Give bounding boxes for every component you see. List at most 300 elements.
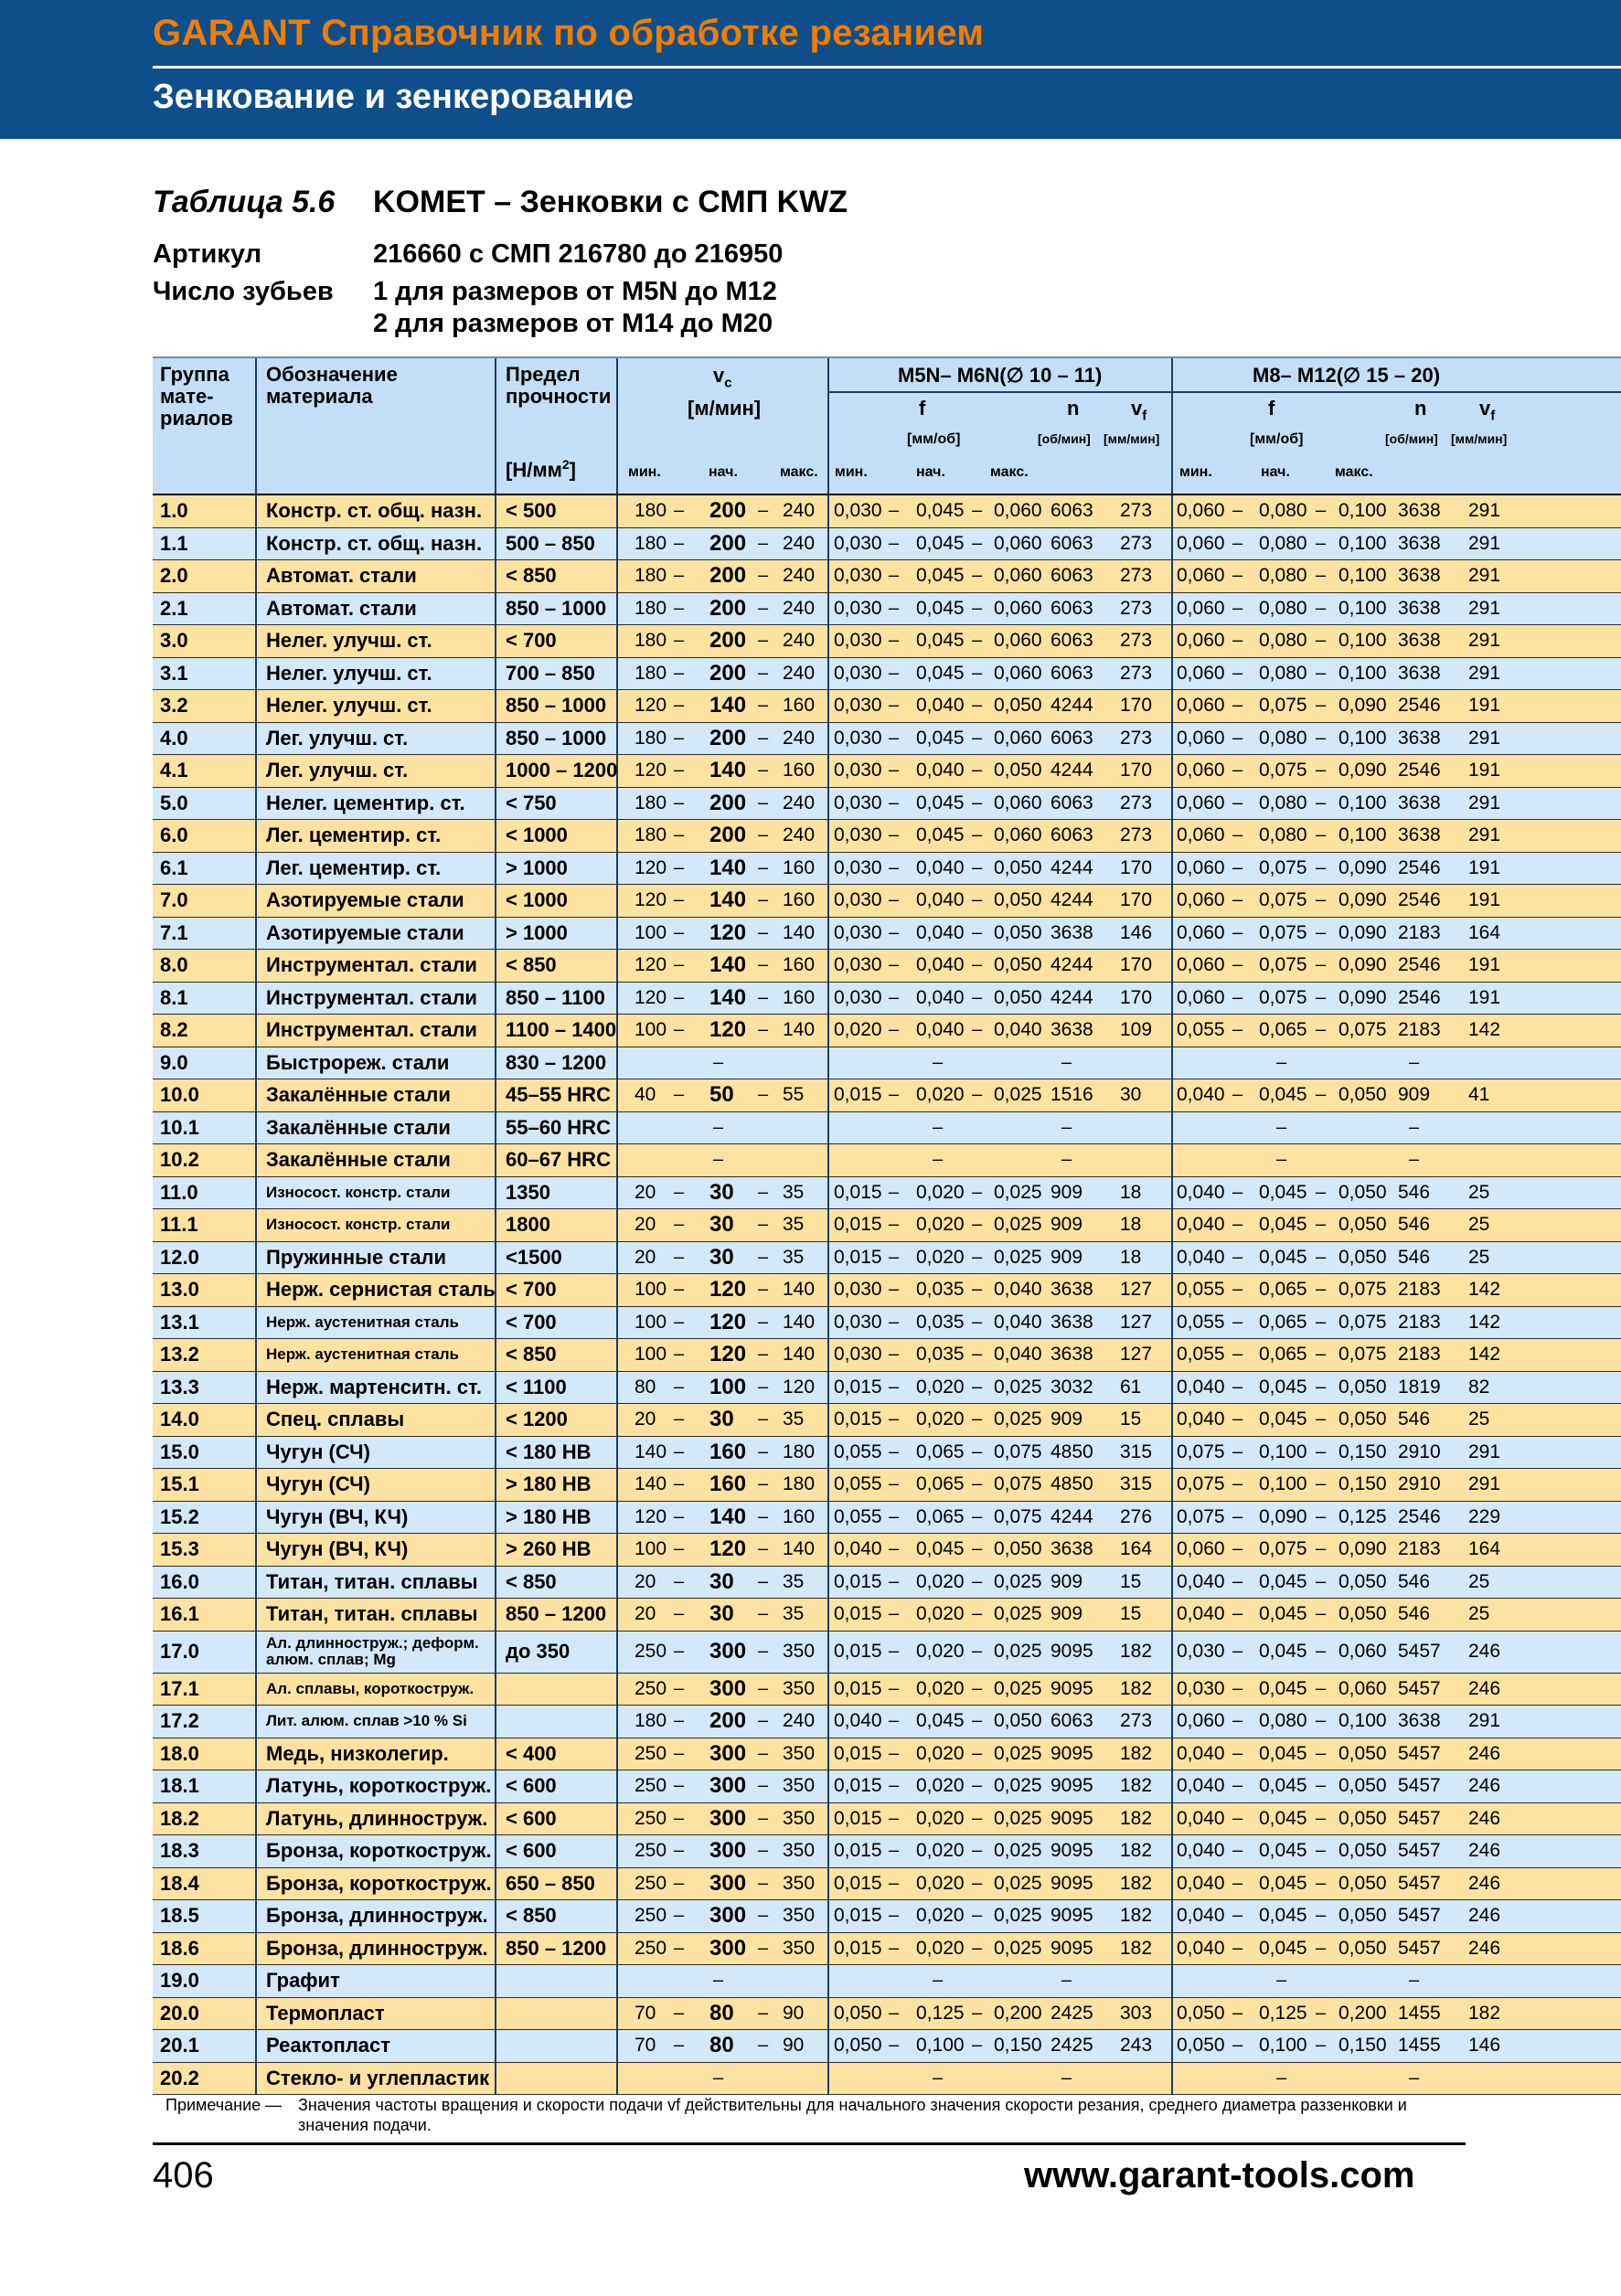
group-cell: 2.1 [160, 596, 188, 620]
f1-nom-cell: 0,040 [916, 986, 965, 1008]
f1-nom-cell: 0,035 [916, 1311, 965, 1333]
material-cell: Закалённые стали [266, 1148, 451, 1172]
vf2-cell: 164 [1468, 921, 1501, 943]
col-size1: M5N– M6N(∅ 10 – 11) [898, 364, 1103, 387]
f1-min-cell: 0,030 [834, 1311, 882, 1333]
f2-dash: – [1232, 1214, 1243, 1235]
vc-max-cell: 160 [783, 1505, 816, 1527]
vc-empty-dash: – [713, 1117, 724, 1138]
vc-dash: – [758, 1247, 769, 1268]
f1-dash: – [889, 598, 900, 619]
f2-empty-dash: – [1276, 1117, 1287, 1138]
f2-min-cell: 0,060 [1177, 954, 1225, 976]
f1-min-cell: 0,015 [834, 1570, 882, 1592]
f1-dash: – [972, 1743, 983, 1764]
f2-dash: – [1316, 533, 1327, 554]
table-row [153, 1144, 1621, 1177]
vc-dash: – [758, 500, 769, 521]
material-cell: Азотируемые стали [266, 920, 464, 944]
f1-max-cell: 0,075 [994, 1505, 1042, 1527]
material-cell: Бронза, длинноструж. [266, 1936, 488, 1960]
table-row [153, 983, 1621, 1015]
f2-dash: – [1232, 792, 1243, 813]
col-vc-nom: нач. [709, 464, 738, 480]
vc-dash: – [674, 1775, 685, 1796]
f2-min-cell: 0,040 [1177, 1570, 1225, 1592]
vf2-cell: 142 [1468, 1344, 1501, 1366]
f2-max-cell: 0,100 [1338, 1710, 1387, 1732]
n2-cell: 2910 [1398, 1440, 1441, 1462]
f1-nom-cell: 0,065 [916, 1440, 965, 1462]
f1-nom-cell: 0,020 [916, 1937, 965, 1959]
n2-cell: 3638 [1398, 532, 1441, 554]
vc-nom-cell: 160 [709, 1439, 747, 1464]
vc-nom-cell: 80 [709, 2000, 734, 2025]
strength-cell: до 350 [506, 1640, 571, 1663]
vc-max-cell: 35 [783, 1408, 805, 1430]
strength-cell: 850 – 1000 [506, 694, 607, 718]
f1-max-cell: 0,025 [994, 1408, 1042, 1430]
n1-cell: 4244 [1050, 695, 1093, 717]
f2-nom-cell: 0,045 [1259, 1742, 1307, 1764]
n2-cell: 3638 [1398, 824, 1441, 846]
vf1-cell: 170 [1120, 760, 1153, 781]
material-cell: Быстрореж. стали [266, 1050, 450, 1074]
f1-dash: – [972, 1641, 983, 1662]
material-cell: Нерж. сернистая сталь [266, 1278, 496, 1302]
strength-cell: < 600 [506, 1774, 557, 1798]
table-row [153, 820, 1621, 853]
vf1-cell: 170 [1120, 986, 1153, 1008]
f1-nom-cell: 0,045 [916, 662, 965, 684]
f2-min-cell: 0,050 [1177, 2035, 1225, 2057]
vc-dash: – [758, 1538, 769, 1559]
f2-nom-cell: 0,080 [1259, 565, 1307, 587]
table-row [153, 1567, 1621, 1600]
f1-nom-cell: 0,020 [916, 1214, 965, 1236]
vc-empty-dash: – [713, 2067, 724, 2089]
vc-min-cell: 250 [635, 1807, 667, 1829]
n1-cell: 3638 [1050, 921, 1093, 943]
f1-max-cell: 0,050 [994, 1538, 1042, 1560]
f1-nom-cell: 0,020 [916, 1872, 965, 1894]
f2-max-cell: 0,050 [1338, 1807, 1387, 1829]
vc-max-cell: 240 [783, 597, 816, 619]
f2-min-cell: 0,040 [1177, 1775, 1225, 1797]
f1-dash: – [972, 728, 983, 749]
n1-cell: 9095 [1050, 1742, 1093, 1764]
group-cell: 5.0 [160, 791, 188, 814]
vf2-cell: 291 [1468, 1440, 1501, 1462]
table-row [153, 1307, 1621, 1340]
f1-min-cell: 0,030 [834, 500, 882, 522]
n2-cell: 546 [1398, 1181, 1431, 1203]
material-cell: Титан, титан. сплавы [266, 1569, 478, 1593]
vc-dash: – [758, 1938, 769, 1959]
f1-dash: – [889, 630, 900, 651]
f2-nom-cell: 0,065 [1259, 1344, 1307, 1366]
f2-dash: – [1316, 857, 1327, 878]
f2-nom-cell: 0,080 [1259, 532, 1307, 554]
f2-nom-cell: 0,045 [1259, 1246, 1307, 1268]
col-n-1: n [1067, 397, 1080, 420]
f2-min-cell: 0,040 [1177, 1840, 1225, 1862]
vc-dash: – [674, 2003, 685, 2024]
n1-empty-dash: – [1061, 2067, 1072, 2089]
f2-dash: – [1316, 1408, 1327, 1430]
f2-nom-cell: 0,100 [1259, 2035, 1307, 2057]
f1-min-cell: 0,015 [834, 1677, 882, 1699]
vc-min-cell: 100 [635, 1538, 667, 1560]
f2-max-cell: 0,125 [1338, 1505, 1387, 1527]
f1-dash: – [889, 1312, 900, 1333]
vf2-cell: 229 [1468, 1505, 1501, 1527]
f1-dash: – [972, 1905, 983, 1926]
vc-min-cell: 20 [635, 1570, 656, 1592]
vc-dash: – [758, 1312, 769, 1333]
f1-empty-dash: – [933, 1052, 944, 1073]
n2-empty-dash: – [1409, 2067, 1420, 2089]
table-row [153, 1242, 1621, 1275]
strength-cell: 850 – 1200 [506, 1602, 607, 1626]
table-row [153, 1803, 1621, 1836]
f1-dash: – [889, 1473, 900, 1494]
f2-max-cell: 0,060 [1338, 1641, 1387, 1662]
vc-min-cell: 140 [635, 1473, 667, 1495]
f1-dash: – [889, 663, 900, 684]
f2-max-cell: 0,100 [1338, 597, 1387, 619]
f1-dash: – [889, 1441, 900, 1462]
vc-dash: – [758, 1571, 769, 1592]
vf1-cell: 18 [1120, 1214, 1142, 1236]
vc-dash: – [758, 1775, 769, 1796]
material-cell: Чугун (ВЧ, КЧ) [266, 1537, 409, 1561]
f2-dash: – [1232, 1408, 1243, 1430]
f2-dash: – [1232, 1019, 1243, 1040]
f2-min-cell: 0,060 [1177, 1538, 1225, 1560]
vc-min-cell: 120 [635, 760, 667, 781]
f1-dash: – [889, 1678, 900, 1699]
n2-cell: 5457 [1398, 1807, 1441, 1829]
f1-dash: – [889, 1182, 900, 1203]
n1-cell: 9095 [1050, 1872, 1093, 1894]
table-row [153, 1706, 1621, 1738]
n1-cell: 4850 [1050, 1440, 1093, 1462]
vc-min-cell: 20 [635, 1408, 656, 1430]
vc-max-cell: 240 [783, 792, 816, 813]
f2-dash: – [1316, 792, 1327, 813]
f1-dash: – [972, 922, 983, 943]
f2-dash: – [1316, 1775, 1327, 1796]
vc-dash: – [674, 630, 685, 651]
f1-dash: – [889, 1408, 900, 1430]
vc-max-cell: 160 [783, 695, 816, 717]
f2-dash: – [1316, 987, 1327, 1008]
col-size2: M8– M12(∅ 15 – 20) [1253, 364, 1441, 387]
group-cell: 18.5 [160, 1904, 199, 1928]
table-row [153, 1177, 1621, 1210]
f2-dash: – [1232, 598, 1243, 619]
article-label: Артикул [153, 239, 261, 269]
group-cell: 2.0 [160, 564, 188, 588]
strength-cell: 45–55 HRC [506, 1083, 611, 1107]
f1-dash: – [889, 2035, 900, 2056]
vf1-cell: 182 [1120, 1905, 1153, 1927]
f1-max-cell: 0,050 [994, 986, 1042, 1008]
group-cell: 3.0 [160, 629, 188, 653]
strength-cell: < 1000 [506, 888, 568, 912]
f2-max-cell: 0,090 [1338, 954, 1387, 976]
f2-dash: – [1232, 1678, 1243, 1699]
table-row [153, 1047, 1621, 1080]
f2-dash: – [1232, 663, 1243, 684]
vc-dash: – [758, 1344, 769, 1365]
vf2-cell: 191 [1468, 856, 1501, 878]
vc-dash: – [758, 2003, 769, 2024]
table-row [153, 1770, 1621, 1803]
vc-min-cell: 20 [635, 1214, 656, 1236]
vc-dash: – [674, 533, 685, 554]
n2-cell: 3638 [1398, 630, 1441, 652]
f1-dash: – [972, 1312, 983, 1333]
f2-nom-cell: 0,075 [1259, 856, 1307, 878]
strength-cell: < 700 [506, 629, 557, 653]
vc-nom-cell: 300 [709, 1675, 747, 1701]
f1-dash: – [972, 598, 983, 619]
f1-max-cell: 0,075 [994, 1440, 1042, 1462]
f1-dash: – [889, 1538, 900, 1559]
vc-nom-cell: 300 [709, 1740, 747, 1766]
f1-min-cell: 0,015 [834, 1408, 882, 1430]
f1-dash: – [972, 889, 983, 910]
f2-min-cell: 0,030 [1177, 1677, 1225, 1699]
n2-cell: 5457 [1398, 1840, 1441, 1862]
n2-cell: 5457 [1398, 1641, 1441, 1662]
f1-max-cell: 0,025 [994, 1872, 1042, 1894]
f2-nom-cell: 0,045 [1259, 1775, 1307, 1797]
table-row [153, 1998, 1621, 2031]
f2-dash: – [1232, 1084, 1243, 1105]
material-cell: Чугун (ВЧ, КЧ) [266, 1504, 409, 1528]
n1-cell: 4850 [1050, 1473, 1093, 1495]
group-cell: 8.0 [160, 953, 188, 977]
f2-dash: – [1316, 1182, 1327, 1203]
col-n-2: n [1414, 397, 1427, 420]
col-f-unit-2: [мм/об] [1250, 431, 1304, 447]
table-row [153, 1209, 1621, 1242]
f1-min-cell: 0,015 [834, 1084, 882, 1106]
f2-nom-cell: 0,075 [1259, 986, 1307, 1008]
f1-max-cell: 0,025 [994, 1677, 1042, 1699]
f1-max-cell: 0,050 [994, 856, 1042, 878]
f1-empty-dash: – [933, 1970, 944, 1991]
f2-max-cell: 0,090 [1338, 695, 1387, 717]
f2-min-cell: 0,060 [1177, 727, 1225, 749]
vf2-cell: 164 [1468, 1538, 1501, 1560]
col-strength-unit: $[Н/мм^2]$ [506, 457, 576, 482]
f1-empty-dash: – [933, 2067, 944, 2089]
strength-cell: < 850 [506, 1904, 557, 1928]
table-row [153, 1835, 1621, 1868]
f1-dash: – [972, 1710, 983, 1731]
f2-dash: – [1316, 2003, 1327, 2024]
f1-dash: – [972, 987, 983, 1008]
material-cell: Нерж. аустенитная сталь [266, 1313, 460, 1331]
f2-nom-cell: 0,045 [1259, 1872, 1307, 1894]
vf2-cell: 291 [1468, 662, 1501, 684]
group-cell: 17.0 [160, 1640, 199, 1663]
vc-min-cell: 20 [635, 1181, 656, 1203]
vc-nom-cell: 140 [709, 758, 747, 783]
f1-empty-dash: – [933, 1117, 944, 1138]
strength-cell: > 1000 [506, 856, 568, 879]
vc-max-cell: 350 [783, 1905, 816, 1927]
vf2-cell: 291 [1468, 565, 1501, 587]
col-f-min-2: мин. [1179, 464, 1212, 480]
table-name: KOMET – Зенковки с СМП KWZ [373, 185, 848, 219]
vc-dash: – [674, 1905, 685, 1926]
vf1-cell: 182 [1120, 1872, 1153, 1894]
vf2-cell: 291 [1468, 630, 1501, 652]
f1-dash: – [972, 1678, 983, 1699]
vc-nom-cell: 200 [709, 498, 747, 524]
vc-nom-cell: 30 [709, 1212, 734, 1238]
vc-dash: – [674, 1441, 685, 1462]
vc-dash: – [758, 598, 769, 619]
f1-nom-cell: 0,100 [916, 2035, 965, 2057]
vf1-cell: 109 [1120, 1019, 1153, 1041]
col-vc-unit: [м/мин] [688, 397, 762, 420]
vc-max-cell: 140 [783, 1538, 816, 1560]
f2-dash: – [1316, 1808, 1327, 1829]
n1-cell: 3638 [1050, 1279, 1093, 1301]
f2-min-cell: 0,060 [1177, 500, 1225, 522]
f2-dash: – [1316, 1710, 1327, 1731]
material-cell: Чугун (СЧ) [266, 1472, 370, 1496]
f1-nom-cell: 0,020 [916, 1775, 965, 1797]
f1-dash: – [889, 1506, 900, 1527]
vf1-cell: 273 [1120, 532, 1153, 554]
f2-dash: – [1232, 2003, 1243, 2024]
vc-dash: – [758, 1182, 769, 1203]
strength-cell: 1800 [506, 1213, 550, 1237]
f2-dash: – [1316, 1344, 1327, 1365]
vc-dash: – [758, 1743, 769, 1764]
vf1-cell: 61 [1120, 1376, 1142, 1398]
material-cell: Износост. констр. стали [266, 1183, 451, 1201]
f1-dash: – [972, 1571, 983, 1592]
f1-dash: – [889, 792, 900, 813]
f2-dash: – [1316, 824, 1327, 845]
vc-min-cell: 250 [635, 1937, 667, 1959]
vf2-cell: 142 [1468, 1279, 1501, 1301]
strength-cell: 1350 [506, 1180, 550, 1204]
vc-dash: – [674, 1571, 685, 1592]
f1-dash: – [972, 857, 983, 878]
f1-nom-cell: 0,045 [916, 1538, 965, 1560]
f1-min-cell: 0,015 [834, 1872, 882, 1894]
table-row [153, 2030, 1621, 2063]
f2-min-cell: 0,060 [1177, 1710, 1225, 1732]
f2-dash: – [1232, 695, 1243, 716]
vc-max-cell: 240 [783, 500, 816, 522]
f1-nom-cell: 0,045 [916, 792, 965, 813]
f1-dash: – [972, 1538, 983, 1559]
table-row [153, 1868, 1621, 1901]
f1-dash: – [972, 1019, 983, 1040]
f1-nom-cell: 0,125 [916, 2002, 965, 2024]
vc-nom-cell: 200 [709, 1708, 747, 1734]
f1-max-cell: 0,025 [994, 1376, 1042, 1398]
f2-nom-cell: 0,080 [1259, 792, 1307, 813]
group-cell: 18.2 [160, 1806, 199, 1830]
vc-dash: – [674, 857, 685, 878]
f1-min-cell: 0,015 [834, 1905, 882, 1927]
f1-max-cell: 0,060 [994, 565, 1042, 587]
strength-cell: 850 – 1000 [506, 596, 607, 620]
vc-nom-cell: 120 [709, 1536, 747, 1562]
group-cell: 14.0 [160, 1408, 199, 1431]
vc-nom-cell: 140 [709, 888, 747, 913]
vc-nom-cell: 200 [709, 790, 747, 815]
f2-min-cell: 0,060 [1177, 986, 1225, 1008]
f2-nom-cell: 0,100 [1259, 1473, 1307, 1495]
vf2-cell: 291 [1468, 532, 1501, 554]
vc-dash: – [758, 1603, 769, 1624]
n1-cell: 4244 [1050, 856, 1093, 878]
table-title [153, 185, 848, 220]
table-row [153, 1404, 1621, 1437]
f2-dash: – [1316, 1377, 1327, 1398]
vc-dash: – [758, 1279, 769, 1300]
material-cell: Констр. ст. общ. назн. [266, 531, 483, 555]
vc-min-cell: 250 [635, 1775, 667, 1797]
vf2-cell: 41 [1468, 1084, 1490, 1106]
f1-nom-cell: 0,020 [916, 1603, 965, 1625]
f2-dash: – [1232, 1710, 1243, 1731]
f2-dash: – [1316, 1873, 1327, 1894]
col-vf-1: $v_f$ [1131, 397, 1147, 424]
group-cell: 15.0 [160, 1440, 199, 1463]
f2-dash: – [1232, 1938, 1243, 1959]
n1-cell: 6063 [1050, 1710, 1093, 1732]
f1-min-cell: 0,030 [834, 889, 882, 911]
material-cell: Латунь, короткоструж. [266, 1774, 492, 1798]
vc-max-cell: 240 [783, 824, 816, 846]
table-row [153, 950, 1621, 983]
f2-max-cell: 0,050 [1338, 1376, 1387, 1398]
f2-dash: – [1316, 565, 1327, 586]
f2-dash: – [1232, 1641, 1243, 1662]
n1-cell: 2425 [1050, 2002, 1093, 2024]
n2-cell: 909 [1398, 1084, 1431, 1106]
f1-max-cell: 0,150 [994, 2035, 1042, 2057]
f2-max-cell: 0,075 [1338, 1311, 1387, 1333]
f2-min-cell: 0,060 [1177, 662, 1225, 684]
f2-max-cell: 0,060 [1338, 1677, 1387, 1699]
vc-nom-cell: 200 [709, 660, 747, 686]
vf1-cell: 15 [1120, 1603, 1142, 1625]
vf1-cell: 18 [1120, 1181, 1142, 1203]
vc-max-cell: 160 [783, 760, 816, 781]
f1-min-cell: 0,030 [834, 532, 882, 554]
vc-dash: – [674, 2035, 685, 2056]
material-cell: Бронза, короткоструж. [266, 1871, 492, 1895]
f2-nom-cell: 0,125 [1259, 2002, 1307, 2024]
f2-dash: – [1232, 728, 1243, 749]
vc-dash: – [674, 1344, 685, 1365]
table-row [153, 1469, 1621, 1502]
